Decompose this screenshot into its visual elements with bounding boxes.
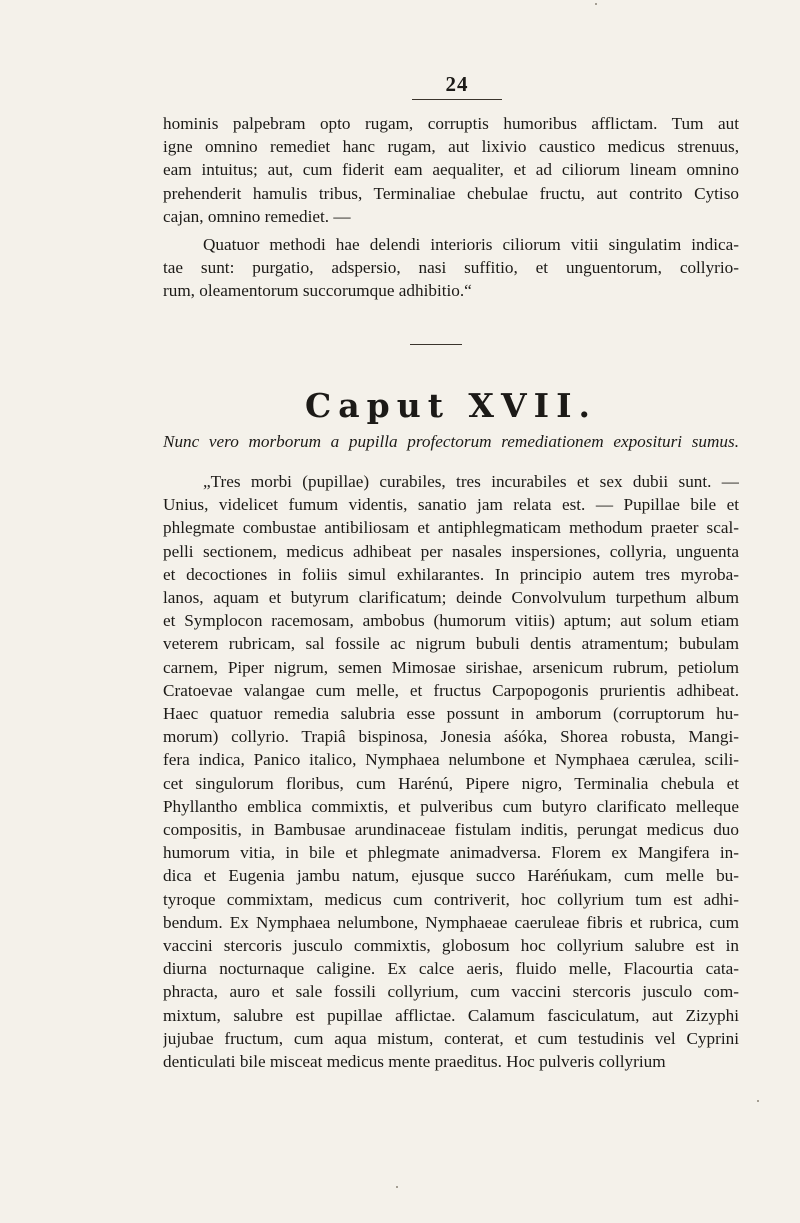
text-line: carnem, Piper nigrum, semen Mimosae sirishae, arsenicum rubrum, petiolum [163, 657, 739, 677]
text-line: dica et Eugenia jambu natum, ejusque succo Haréńukam, cum melle bu- [163, 866, 739, 886]
text-line: jujubae fructum, cum aqua mistum, conterat, et cum testudinis vel Cyprini [163, 1028, 739, 1048]
text-line: humorum vitia, in bile et phlegmate animadversa. Florem ex Mangifera in- [163, 843, 739, 863]
text-line: diurna nocturnaque caligine. Ex calce aeris, fluido melle, Flacourtia cata- [163, 959, 739, 979]
ink-speck [595, 3, 597, 5]
text-line: igne omnino remediet hanc rugam, aut lixivio caustico medicus strenuus, [163, 137, 739, 157]
text-line: tyroque commixtam, medicus cum contriverit, hoc collyrium tum est adhi- [163, 889, 739, 909]
text-line: Cratoevae valangae cum melle, et fructus Carpopogonis prurientis adhibeat. [163, 680, 739, 700]
section-separator-rule [410, 344, 462, 345]
paragraph-3 [163, 470, 739, 1073]
text-line: „Tres morbi (pupillae) curabiles, tres incurabiles et sex dubii sunt. — [203, 472, 739, 491]
text-line: hominis palpebram opto rugam, corruptis humoribus afflictam. Tum aut [163, 114, 739, 133]
text-line: fera indica, Panico italico, Nymphaea nelumbone et Nymphaea cærulea, scili- [163, 750, 739, 770]
text-line: Haec quatuor remedia salubria esse possunt in amborum (corruptorum hu- [163, 704, 739, 724]
text-line: morum) collyrio. Trapiâ bispinosa, Jonesia aśóka, Shorea robusta, Mangi- [163, 727, 739, 747]
chapter-title: Caput XVII. [304, 386, 597, 425]
text-line: mixtum, salubre est pupillae afflictae. Calamum fasciculatum, aut Zizyphi [163, 1005, 739, 1025]
text-line: Unius, videlicet fumum videntis, sanatio jam relata est. — Pupillae bile et [163, 495, 739, 515]
text-line: tae sunt: purgatio, adspersio, nasi suffitio, et unguentorum, collyrio- [163, 258, 739, 278]
text-line: lanos, aquam et butyrum clarificatum; deinde Convolvulum turpethum album [163, 588, 739, 608]
text-line: phlegmate combustae antibiliosam et antiphlegmaticam methodum praeter scal- [163, 518, 739, 538]
text-line: prehenderit hamulis tribus, Terminaliae chebulae fructu, aut contrito Cytiso [163, 183, 739, 203]
text-line: vaccini stercoris jusculo commixtis, globosum hoc collyrium salubre est in [163, 936, 739, 956]
text-line: eam intuitus; aut, cum fiderit eam aequaliter, et ad ciliorum lineam omnino [163, 160, 739, 180]
text-line: cajan, omnino remediet. — [163, 206, 351, 226]
text-line: et decoctiones in foliis simul exhilarantes. In principio autem tres myroba- [163, 564, 739, 584]
paragraph-2 [163, 233, 739, 303]
text-line: phracta, auro et sale fossili collyrium, cum vaccini stercoris jusculo com- [163, 982, 739, 1002]
text-line: Quatuor methodi hae delendi interioris ciliorum vitii singulatim indica- [203, 235, 739, 254]
text-line: cet singulorum floribus, cum Harénú, Pipere nigro, Terminalia chebula et [163, 773, 739, 793]
header-rule [412, 99, 502, 100]
page-number: 24 [445, 72, 469, 96]
text-line: veterem rubricam, sal fossile ac nigrum bubuli dentis atramentum; bubulam [163, 634, 739, 654]
chapter-subtitle: Nunc vero morborum a pupilla profectorum remediationem exposituri sumus. [163, 432, 739, 451]
ink-speck [396, 1186, 398, 1188]
text-line: et Symplocon racemosam, ambobus (humorum vitiis) aptum; aut solum etiam [163, 611, 739, 631]
ink-speck [757, 1100, 759, 1102]
paragraph-1 [163, 112, 739, 228]
text-line: compositis, in Bambusae arundinaceae fistulam inditis, perungat medicus duo [163, 820, 739, 840]
text-line: Phyllantho emblica commixtis, et pulveribus cum butyro clarificato melleque [163, 796, 739, 816]
text-line: rum, oleamentorum succorumque adhibitio.“ [163, 281, 472, 301]
text-line: pelli sectionem, medicus adhibeat per nasales inspersiones, collyria, unguenta [163, 541, 739, 561]
text-line: bendum. Ex Nymphaea nelumbone, Nymphaeae caeruleae fibris et rubrica, cum [163, 912, 739, 932]
text-line: denticulati bile misceat medicus mente praeditus. Hoc pulveris collyrium [163, 1052, 666, 1072]
